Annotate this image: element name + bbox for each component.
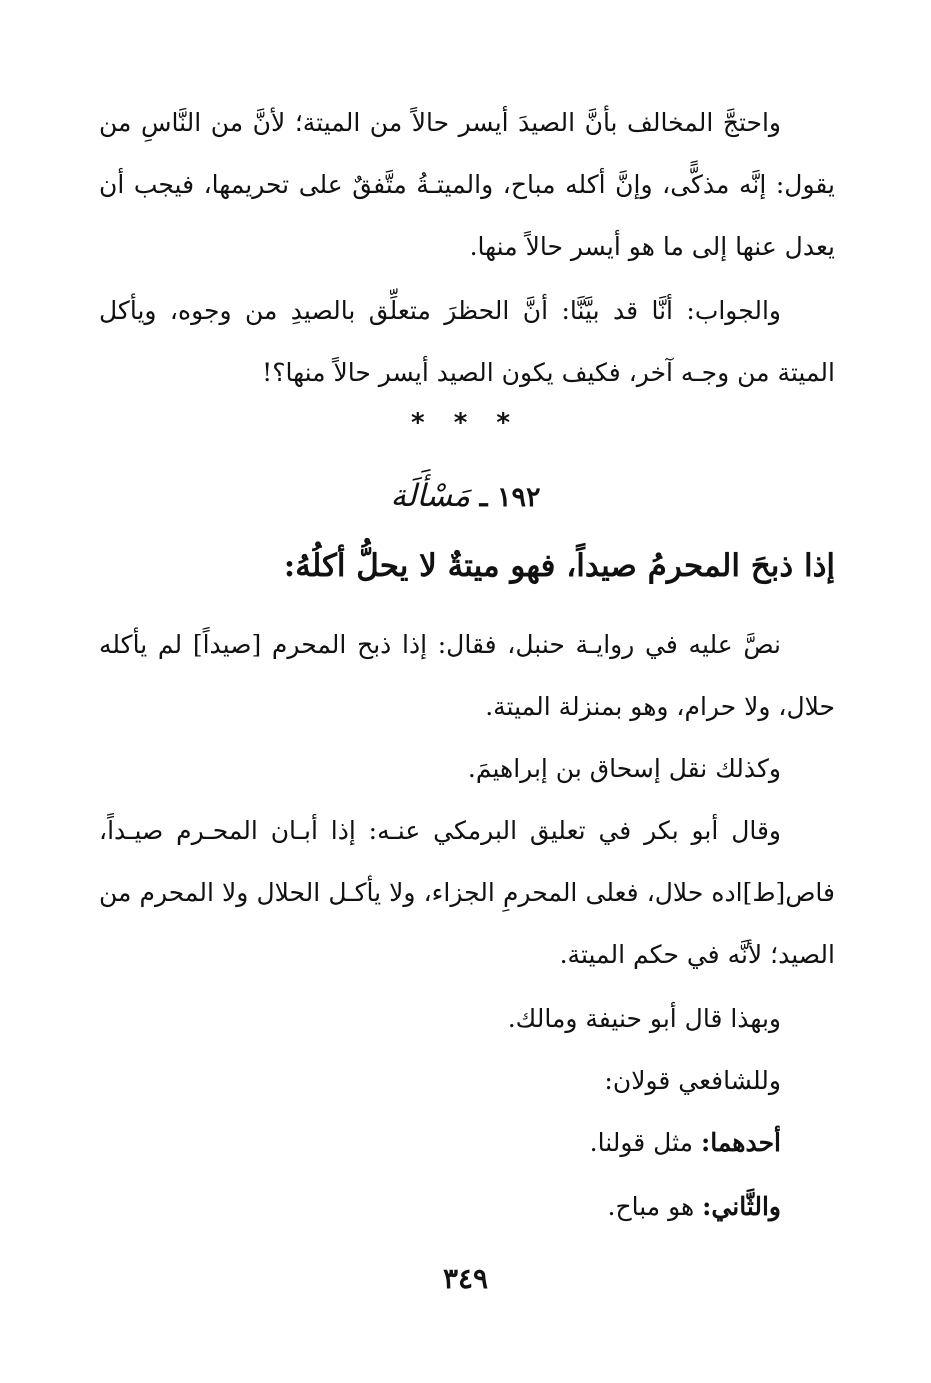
paragraph-text: وللشافعي قولان: bbox=[604, 1066, 781, 1095]
opinion-second bbox=[99, 1176, 835, 1238]
page-number: ٣٤٩ bbox=[442, 1262, 489, 1295]
paragraph-abu-hanifa bbox=[99, 988, 835, 1050]
masala-number: ١٩٢ bbox=[497, 482, 541, 513]
paragraph-shafii bbox=[99, 1050, 835, 1112]
opinion-first bbox=[99, 1112, 835, 1174]
masala-heading bbox=[0, 478, 931, 514]
paragraph-hanbal-narration bbox=[99, 614, 835, 738]
paragraph-answer bbox=[99, 280, 835, 404]
paragraph-ishaq-narration bbox=[99, 738, 835, 800]
paragraph-text: وبهذا قال أبو حنيفة ومالك. bbox=[507, 1004, 781, 1033]
paragraph-text: واحتجَّ المخالف بأنَّ الصيدَ أيسر حالاً من الميتة؛ لأنَّ من النَّاسِ من يقول: إنَّه مذكًّى، وإنَّ أكله مباح، والميتـةُ متَّفقٌ على تحريمها، فيجب أن يعدل عنها إلى ما هو أيسر حالاً منها. bbox=[99, 108, 835, 261]
masala-word: مَسْأَلَة bbox=[390, 478, 471, 514]
issue-title: إذا ذبحَ المحرمُ صيداً، فهو ميتةٌ لا يحلُّ أكلُهُ: bbox=[283, 548, 835, 584]
opinion-text: مثل قولنا. bbox=[589, 1128, 694, 1157]
paragraph-text: وقال أبو بكر في تعليق البرمكي عنـه: إذا أبـان المحـرم صيـداً، فاص[ط]اده حلال، فعلى المحرمِ الجزاء، ولا يأكـل الحلال ولا المحرم من الصيد؛ لأنَّه في حكم الميتة. bbox=[99, 816, 835, 969]
masala-dash: ـ bbox=[479, 482, 488, 513]
section-separator: * * * bbox=[411, 408, 520, 438]
paragraph-text: نصَّ عليه في روايـة حنبل، فقال: إذا ذبح المحرم [صيداً] لم يأكله حلال، ولا حرام، وهو بمنزلة الميتة. bbox=[99, 630, 835, 721]
paragraph-text: والجواب: أنَّا قد بيَّنَّا: أنَّ الحظرَ متعلِّق بالصيدِ من وجوه، ويأكل الميتة من وجـه آخر، فكيف يكون الصيد أيسر حالاً منها؟! bbox=[99, 296, 835, 387]
opinion-label: أحدهما: bbox=[700, 1128, 781, 1157]
opinion-label: والثَّاني: bbox=[702, 1192, 781, 1221]
opinion-text: هو مباح. bbox=[607, 1192, 695, 1221]
paragraph-abu-bakr bbox=[99, 800, 835, 986]
paragraph-opponent-argument bbox=[99, 92, 835, 278]
paragraph-text: وكذلك نقل إسحاق بن إبراهيمَ. bbox=[467, 754, 781, 783]
